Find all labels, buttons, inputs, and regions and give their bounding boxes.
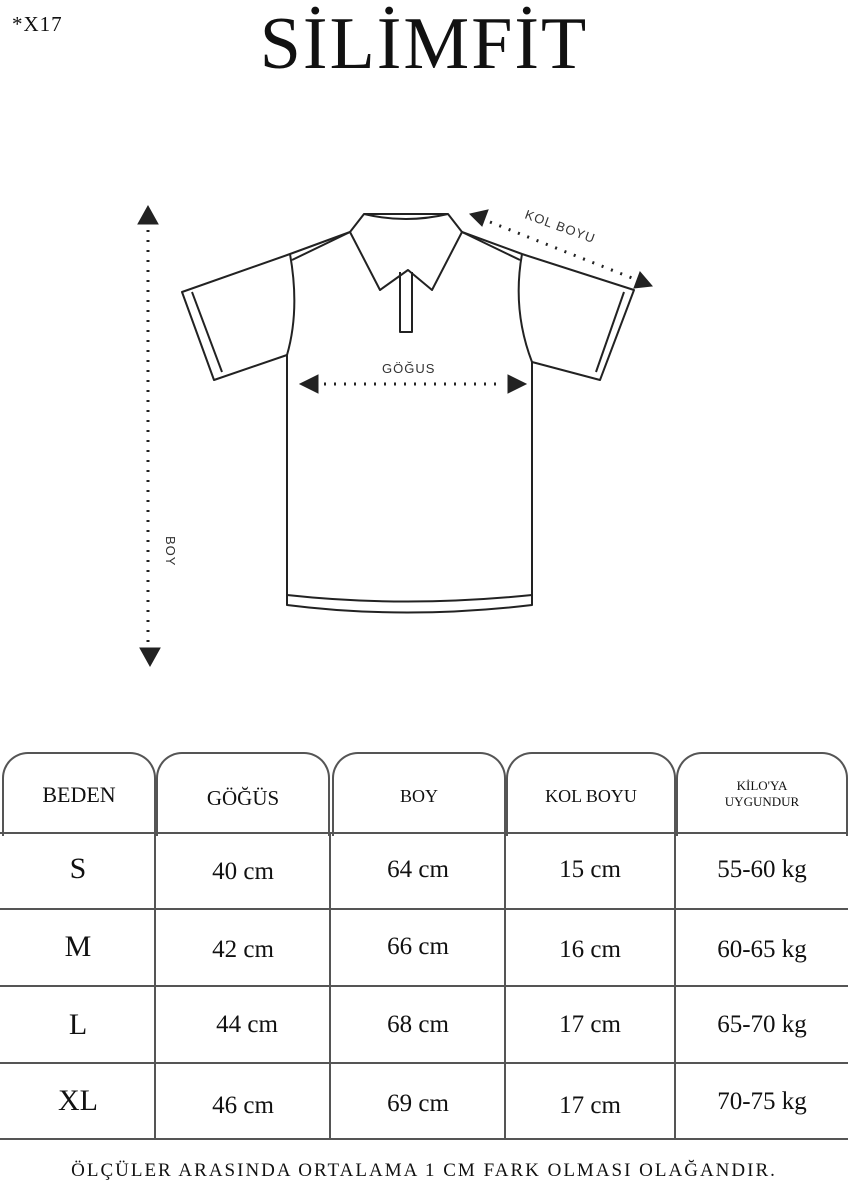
row-divider [0,1138,848,1140]
left-sleeve-seam [287,254,294,355]
cell-boy: 64 cm [387,856,449,883]
header-kilo: KİLO'YA [736,778,788,793]
hem-line [287,595,532,602]
collar [350,214,462,290]
header-gogus: GÖĞÜS [206,786,280,810]
cell-size: S [69,852,87,885]
cell-size: M [64,930,92,963]
footer-note: ÖLÇÜLER ARASINDA ORTALAMA 1 CM FARK OLMASI OLAĞANDIR. [71,1160,777,1181]
product-code: *X17 [12,12,63,36]
cell-kilo: 60-65 kg [717,936,807,963]
tab-boy [332,752,506,836]
cell-kol-boyu: 16 cm [559,936,621,963]
kol-boyu-label: KOL BOYU [522,206,598,247]
cell-kilo: 55-60 kg [717,856,807,883]
cell-boy: 69 cm [387,1090,449,1117]
tab-gogus [156,752,330,836]
boy-arrow [138,206,160,666]
cell-size: L [68,1008,88,1041]
cell-gogus: 42 cm [212,936,274,963]
tab-kilo [676,752,848,836]
gogus-arrow [300,375,526,393]
shirt-diagram [0,180,848,680]
cell-kol-boyu: 15 cm [559,856,621,883]
header-boy: BOY [399,786,438,806]
cell-size: XL [58,1084,98,1117]
row-divider [0,832,848,834]
tab-beden [2,752,156,836]
row-divider [0,908,848,910]
row-divider [0,1062,848,1064]
cell-boy: 66 cm [387,933,449,960]
boy-label: BOY [163,536,178,567]
cell-gogus: 44 cm [216,1011,278,1038]
brand-title: SİLİMFİT [259,3,589,85]
header-kol-boyu: KOL BOYU [545,786,637,806]
cell-kol-boyu: 17 cm [559,1011,621,1038]
cell-boy: 68 cm [387,1011,449,1038]
shirt-outline [182,232,634,613]
cell-kilo: 65-70 kg [717,1011,807,1038]
gogus-label: GÖĞUS [382,361,436,376]
header-beden: BEDEN [42,782,116,807]
placket [400,272,412,332]
cell-kol-boyu: 17 cm [559,1092,621,1119]
right-sleeve-seam [519,254,532,362]
tab-kol-boyu [506,752,676,836]
size-table [0,752,848,1140]
cell-kilo: 70-75 kg [717,1088,807,1115]
cell-gogus: 40 cm [212,858,274,885]
row-divider [0,985,848,987]
header-uygundur: UYGUNDUR [724,794,800,809]
cell-gogus: 46 cm [212,1092,274,1119]
